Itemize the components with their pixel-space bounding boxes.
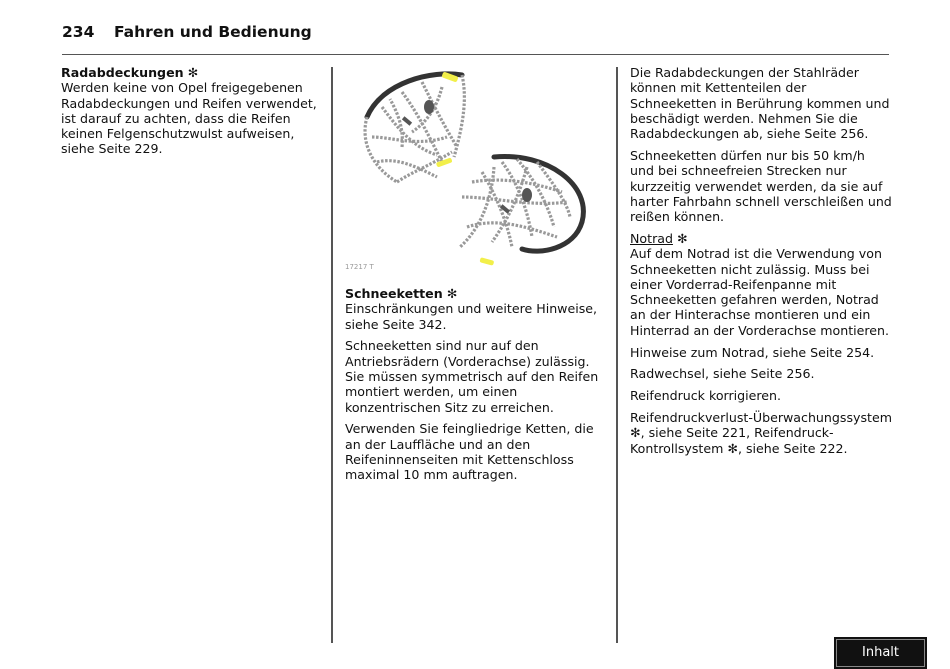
figure-label: 17217 T (345, 263, 374, 271)
column-left (61, 65, 323, 163)
column-divider-right (616, 67, 618, 643)
paragraph-schneeketten-3: Verwenden Sie feingliedrige Ketten, die an der Lauffläche und an den Reifeninnenseiten mit Kettenschloss maximal 10 mm auftragen. (345, 421, 594, 483)
chapter-title: Fahren und Bedienung (114, 23, 312, 41)
section-heading-radabdeckungen (61, 65, 323, 80)
column-right (630, 65, 892, 462)
page-header (62, 22, 889, 55)
snowflake-icon: ✻ (187, 65, 199, 80)
column-divider-left (331, 67, 333, 643)
column-middle (345, 286, 607, 489)
paragraph-radabdeckungen: Werden keine von Opel freigegebenen Radabdeckungen und Reifen verwendet, ist darauf zu achten, dass die Reifen keinen Felgenschutzwulst aufweisen, siehe Seite 229. (61, 80, 317, 157)
paragraph-notrad: Auf dem Notrad ist die Verwendung von Schneeketten nicht zulässig. Muss bei einer Vorderrad-Reifenpanne mit Schneeketten gefahren werden, Notrad an der Hinterachse montieren und ein Hinterrad an der Vorderachse montieren. (630, 246, 890, 338)
snow-chain-illustration (342, 67, 606, 277)
paragraph-reifendruck: Reifendruck korrigieren. (630, 388, 782, 404)
paragraph-reifendruckverlust (630, 410, 892, 456)
paragraph-schneeketten-2: Schneeketten sind nur auf den Antriebsrädern (Vorderachse) zulässig. Sie müssen symmetrisch auf den Reifen montiert werden, um einen konzentrischen Sitz zu erreichen. (345, 338, 599, 415)
heading-radabdeckungen: Radabdeckungen (61, 65, 184, 80)
snowflake-icon: ✻ (630, 425, 641, 441)
heading-notrad[interactable]: Notrad (630, 230, 673, 246)
text-reifendruckverlust: Reifendruckverlust-Überwachungssystem (630, 409, 892, 425)
paragraph-geschwindigkeit: Schneeketten dürfen nur bis 50 km/h und bei schneefreien Strecken nur kurzzeitig verwendet werden, da sie auf harter Fahrbahn schnell verschleißen und reißen können. (630, 147, 892, 225)
paragraph-schneeketten-1: Einschränkungen und weitere Hinweise, siehe Seite 342. (345, 301, 598, 332)
heading-schneeketten: Schneeketten (345, 286, 443, 301)
paragraph-hinweise-notrad: Hinweise zum Notrad, siehe Seite 254. (630, 344, 875, 360)
page-number: 234 (62, 23, 95, 41)
section-heading-notrad (630, 231, 892, 246)
text-kontrollsystem: , siehe Seite 221, Reifendruck-Kontrollsystem (630, 425, 834, 456)
snowflake-icon: ✻ (446, 286, 458, 301)
paragraph-radabdeckungen-stahl: Die Radabdeckungen der Stahlräder können mit Kettenteilen der Schneeketten in Berührung kommen und beschädigt werden. Nehmen Sie die Radabdeckungen ab, siehe Seite 256. (630, 65, 890, 142)
snowflake-icon: ✻ (727, 440, 738, 456)
paragraph-radwechsel: Radwechsel, siehe Seite 256. (630, 366, 815, 382)
text-seite-222: , siehe Seite 222. (737, 440, 848, 456)
section-heading-schneeketten (345, 286, 607, 301)
inhalt-button[interactable]: Inhalt (836, 639, 925, 667)
snowflake-icon: ✻ (676, 230, 688, 246)
